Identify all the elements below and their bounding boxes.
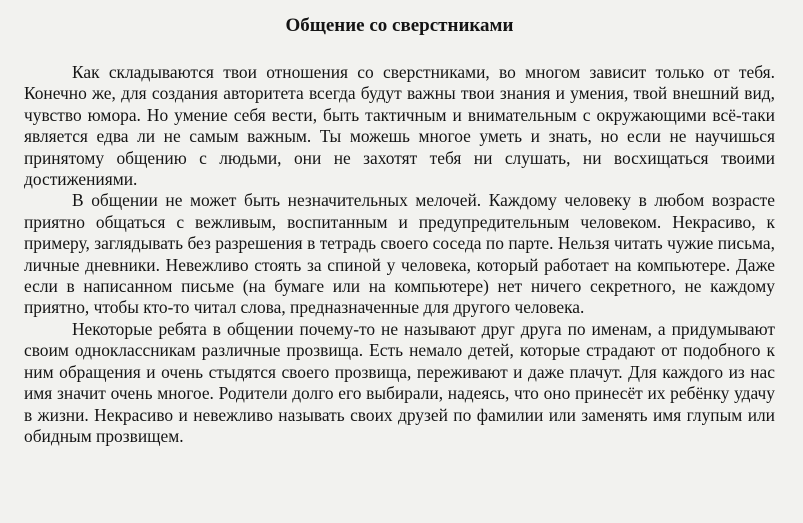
document-title: Общение со сверстниками: [285, 15, 514, 36]
paragraph-1: Как складываются твои отношения со сверстниками, во многом зависит только от тебя. Конечно же, для создания авторитета всегда будут важны твои знания и умения, твой внешний вид, чувство юмора. Но умение себя вести, быть тактичным и внимательным с окружающими всё-таки является едва ли не самым важным. Ты можешь многое уметь и знать, но если не научишься принятому общению с людьми, они не захотят тебя ни слушать, ни восхищаться твоими достижениями.: [24, 62, 775, 190]
paragraph-3: Некоторые ребята в общении почему-то не называют друг друга по именам, а придумывают своим одноклассникам различные прозвища. Есть немало детей, которые страдают от подобного к ним обращения и очень стыдятся своего прозвища, переживают и даже плачут. Для каждого из нас имя значит очень многое. Родители долго его выбирали, надеясь, что оно принесёт их ребёнку удачу в жизни. Некрасиво и невежливо называть своих друзей по фамилии или заменять имя глупым или обидным прозвищем.: [24, 318, 775, 446]
paragraph-2: В общении не может быть незначительных мелочей. Каждому человеку в любом возрасте приятно общаться с вежливым, воспитанным и предупредительным человеком. Некрасиво, к примеру, заглядывать без разрешения в тетрадь своего соседа по парте. Нельзя читать чужие письма, личные дневники. Невежливо стоять за спиной у человека, который работает на компьютере. Даже если в написанном письме (на бумаге или на компьютере) нет ничего секретного, не каждому приятно, чтобы кто-то читал слова, предназначенные для другого человека.: [24, 190, 775, 318]
